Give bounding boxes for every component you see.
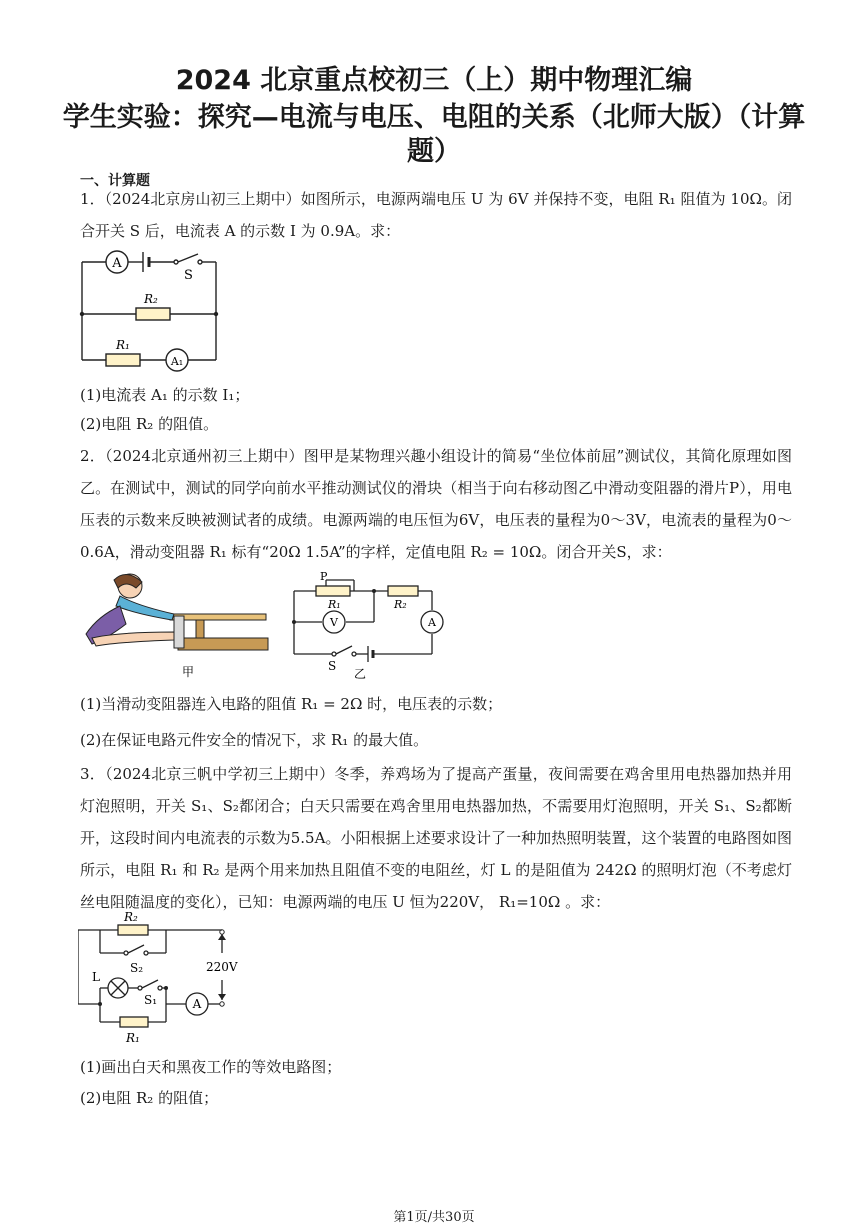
q3-r2-label: R₂: [124, 910, 138, 924]
q3-ammeter-label: A: [192, 997, 202, 1011]
page-footer: 第1页/共30页: [393, 1210, 475, 1225]
q2-jia-label: 甲: [182, 665, 195, 679]
title-line-2: 学生实验：探究—电流与电压、电阻的关系（北师大版）（计算题）: [62, 102, 806, 167]
q2-yi-label: 乙: [354, 667, 367, 681]
q2-switch-label: S: [328, 659, 337, 673]
title-line-1: 2024 北京重点校初三（上）期中物理汇编: [175, 65, 693, 96]
q2-r1-label: R₁: [328, 598, 341, 611]
q3-sub2: (2)电阻 R₂ 的阻值；: [80, 1089, 219, 1107]
section-heading: 一、计算题: [80, 173, 150, 189]
q1-r2-label: R₂: [144, 292, 158, 306]
q3-s1-label: S₁: [144, 993, 158, 1007]
q1-sub2: (2)电阻 R₂ 的阻值。: [80, 415, 219, 433]
q3-s2-label: S₂: [130, 961, 144, 975]
q3-r1-label: R₁: [126, 1031, 140, 1045]
q1-sub1: (1)电流表 A₁ 的示数 I₁；: [80, 386, 250, 404]
q1-r1-label: R₁: [116, 338, 130, 352]
q3-lamp-label: L: [92, 970, 100, 984]
q1-ammeter1-label: A₁: [170, 355, 184, 368]
q2-sub2: (2)在保证电路元件安全的情况下，求 R₁ 的最大值。: [80, 731, 429, 749]
q3-voltage-label: 220V: [206, 960, 238, 974]
q1-switch-label: S: [184, 268, 193, 283]
q2-r2-label: R₂: [394, 598, 407, 611]
q1-circuit-figure: [78, 246, 228, 376]
q3-circuit-figure: [78, 908, 248, 1048]
q2-ammeter-label: A: [428, 616, 436, 629]
q2-text: 2．（2024北京通州初三上期中）图甲是某物理兴趣小组设计的简易“坐位体前屈”测试仪，其简化原理如图乙。在测试中，测试的同学向前水平推动测试仪的滑块（相当于向右移动图乙中滑动变阻器的滑片P），用电压表的示数来反映被测试者的成绩。电源两端的电压恒为6V，电压表的量程为0～3V，电流表的量程为0～0.6A，滑动变阻器 R₁ 标有“20Ω 1.5A”的字样，定值电阻 R₂ = 10Ω。闭合开关S，求：: [80, 447, 792, 561]
q2-figure-yi: [288, 570, 448, 682]
q2-sub1: (1)当滑动变阻器连入电路的阻值 R₁ = 2Ω 时，电压表的示数；: [80, 695, 503, 713]
q3-text: 3．（2024北京三帆中学初三上期中）冬季，养鸡场为了提高产蛋量，夜间需要在鸡舍里用电热器加热并用灯泡照明，开关 S₁、S₂都闭合；白天只需要在鸡舍里用电热器加热，不需要用灯泡照明，开关 S₁、S₂都断开，这段时间内电流表的示数为5.5A。小阳根据上述要求设计了一种加热照明装置，这个装置的电路图如图所示，电阻 R₁ 和 R₂ 是两个用来加热且阻值不变的电阻丝，灯 L 的是阻值为 242Ω 的照明灯泡（不考虑灯丝电阻随温度的变化），已知：电源两端的电压 U 恒为220V， R₁=10Ω 。求：: [80, 765, 792, 911]
q3-sub1: (1)画出白天和黑夜工作的等效电路图；: [80, 1058, 342, 1076]
q1-text: 1．（2024北京房山初三上期中）如图所示，电源两端电压 U 为 6V 并保持不变，电阻 R₁ 阻值为 10Ω。闭合开关 S 后，电流表 A 的示数 I 为 0.9A。求：: [80, 190, 792, 240]
q2-slider-label: P: [320, 570, 328, 583]
q1-ammeter-label: A: [112, 256, 122, 271]
q2-figure-jia: [78, 572, 270, 682]
q2-voltmeter-label: V: [330, 616, 338, 629]
